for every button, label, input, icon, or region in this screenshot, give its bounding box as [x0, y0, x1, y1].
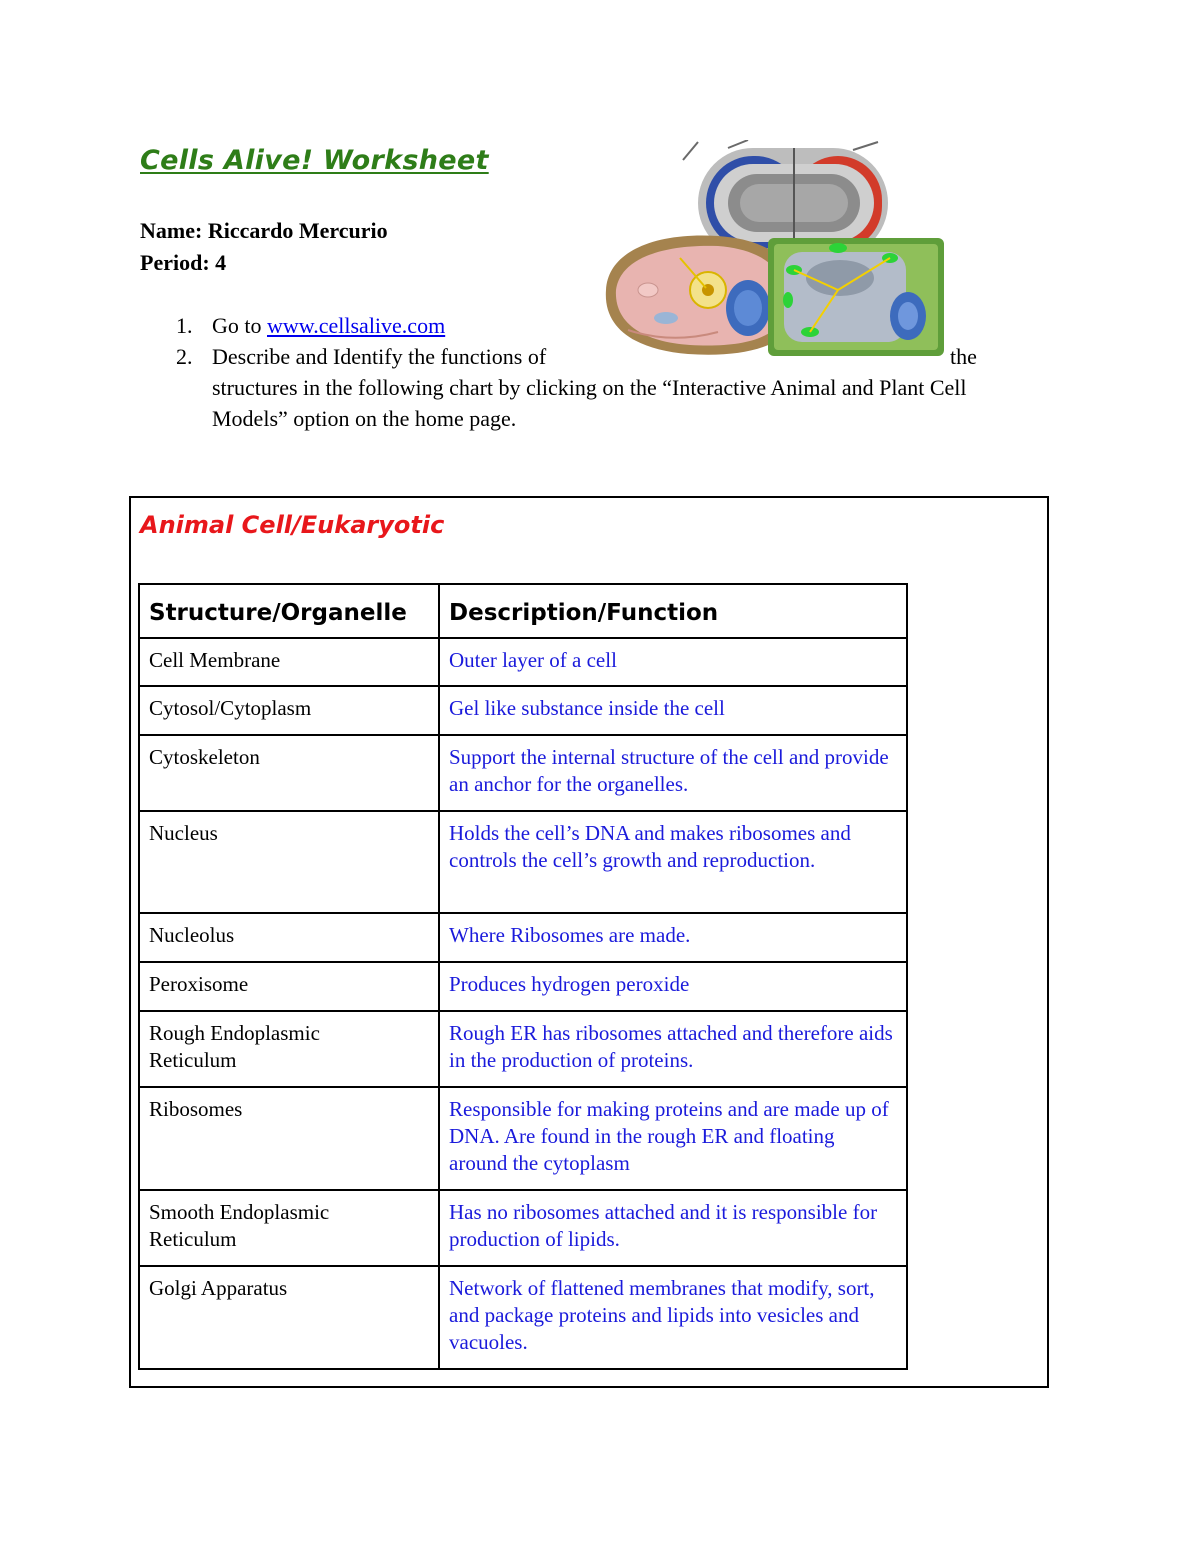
table-row [139, 962, 907, 1011]
structure-cell: Cytoskeleton [139, 735, 439, 811]
table-row [139, 686, 907, 735]
table-row [139, 735, 907, 811]
name-value: Riccardo Mercurio [207, 218, 388, 243]
structure-cell: Golgi Apparatus [139, 1266, 439, 1369]
structure-cell: Nucleolus [139, 913, 439, 962]
structure-cell: Nucleus [139, 811, 439, 913]
table-header-row [139, 584, 907, 638]
period-field [140, 250, 226, 276]
structure-cell: Peroxisome [139, 962, 439, 1011]
period-label: Period: [140, 250, 210, 275]
worksheet-title: Cells Alive! Worksheet [140, 145, 489, 176]
table-row [139, 1087, 907, 1190]
table-row [139, 811, 907, 913]
function-cell: Produces hydrogen peroxide [439, 962, 907, 1011]
structure-cell: Rough Endoplasmic Reticulum [139, 1011, 439, 1087]
name-field [140, 218, 388, 244]
step-number: 1. [176, 313, 193, 338]
column-header-structure: Structure/Organelle [139, 584, 439, 638]
step-text-rest: structures in the following chart by clicking on the “Interactive Animal and Plant Cell Models” option on the home page. [212, 375, 967, 431]
table-row [139, 1266, 907, 1369]
table-row [139, 913, 907, 962]
plant-cell [768, 238, 944, 356]
step-number: 2. [176, 344, 193, 369]
function-cell: Where Ribosomes are made. [439, 913, 907, 962]
step-text: Describe and Identify the functions of [212, 344, 547, 369]
function-cell: Responsible for making proteins and are made up of DNA. Are found in the rough ER and floating around the cytoplasm [439, 1087, 907, 1190]
period-value: 4 [215, 250, 227, 275]
cell-illustration [598, 140, 950, 360]
structure-cell: Ribosomes [139, 1087, 439, 1190]
function-cell: Support the internal structure of the cell and provide an anchor for the organelles. [439, 735, 907, 811]
table-row [139, 638, 907, 686]
section-title: Animal Cell/Eukaryotic [140, 511, 445, 539]
column-header-function: Description/Function [439, 584, 907, 638]
function-cell: Rough ER has ribosomes attached and therefore aids in the production of proteins. [439, 1011, 907, 1087]
table-row [139, 1190, 907, 1266]
step-text-continuation: the [950, 344, 977, 369]
structure-cell: Cytosol/Cytoplasm [139, 686, 439, 735]
function-cell: Outer layer of a cell [439, 638, 907, 686]
function-cell: Gel like substance inside the cell [439, 686, 907, 735]
name-label: Name: [140, 218, 203, 243]
table-row [139, 1011, 907, 1087]
organelle-table [138, 583, 908, 1370]
step-text: Go to [212, 313, 267, 338]
function-cell: Network of flattened membranes that modify, sort, and package proteins and lipids into vesicles and vacuoles. [439, 1266, 907, 1369]
structure-cell: Smooth Endoplasmic Reticulum [139, 1190, 439, 1266]
function-cell: Holds the cell’s DNA and makes ribosomes and controls the cell’s growth and reproduction. [439, 811, 907, 913]
cellsalive-link[interactable]: www.cellsalive.com [267, 313, 446, 338]
structure-cell: Cell Membrane [139, 638, 439, 686]
function-cell: Has no ribosomes attached and it is responsible for production of lipids. [439, 1190, 907, 1266]
